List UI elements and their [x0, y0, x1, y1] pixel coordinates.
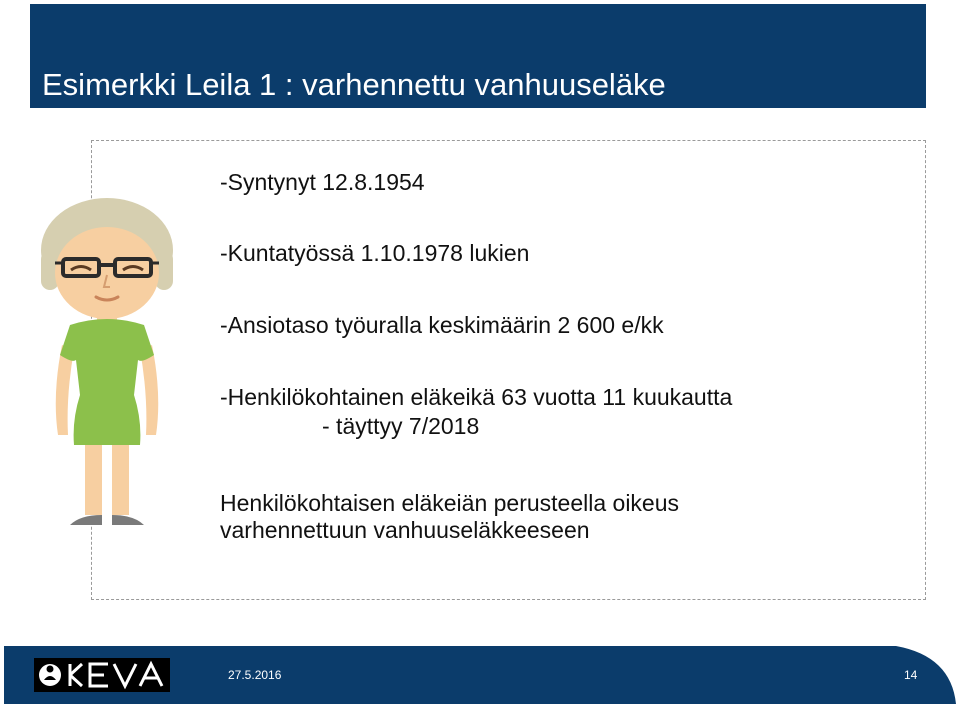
footer-bar: [4, 646, 956, 704]
keva-logo-mark: [34, 658, 170, 692]
employment-line: -Kuntatyössä 1.10.1978 lukien: [220, 240, 530, 266]
birth-date-line: -Syntynyt 12.8.1954: [220, 169, 425, 195]
retirement-age-line: -Henkilökohtainen eläkeikä 63 vuotta 11 kuukautta: [220, 384, 733, 410]
title-bar: [30, 4, 926, 108]
fulfilled-line: - täyttyy 7/2018: [322, 413, 480, 439]
page-number: 14: [904, 668, 918, 682]
keva-logo: [34, 658, 170, 692]
woman-with-glasses-icon: [30, 195, 185, 535]
slide-title: Esimerkki Leila 1 : varhennettu vanhuuseläke: [42, 67, 666, 102]
entitlement-line-1: Henkilökohtaisen eläkeiän perusteella oikeus: [220, 490, 680, 516]
footer-date: 27.5.2016: [228, 668, 282, 682]
entitlement-line-2: varhennettuun vanhuuseläkkeeseen: [220, 517, 590, 543]
income-line: -Ansiotaso työuralla keskimäärin 2 600 e/kk: [220, 312, 664, 338]
